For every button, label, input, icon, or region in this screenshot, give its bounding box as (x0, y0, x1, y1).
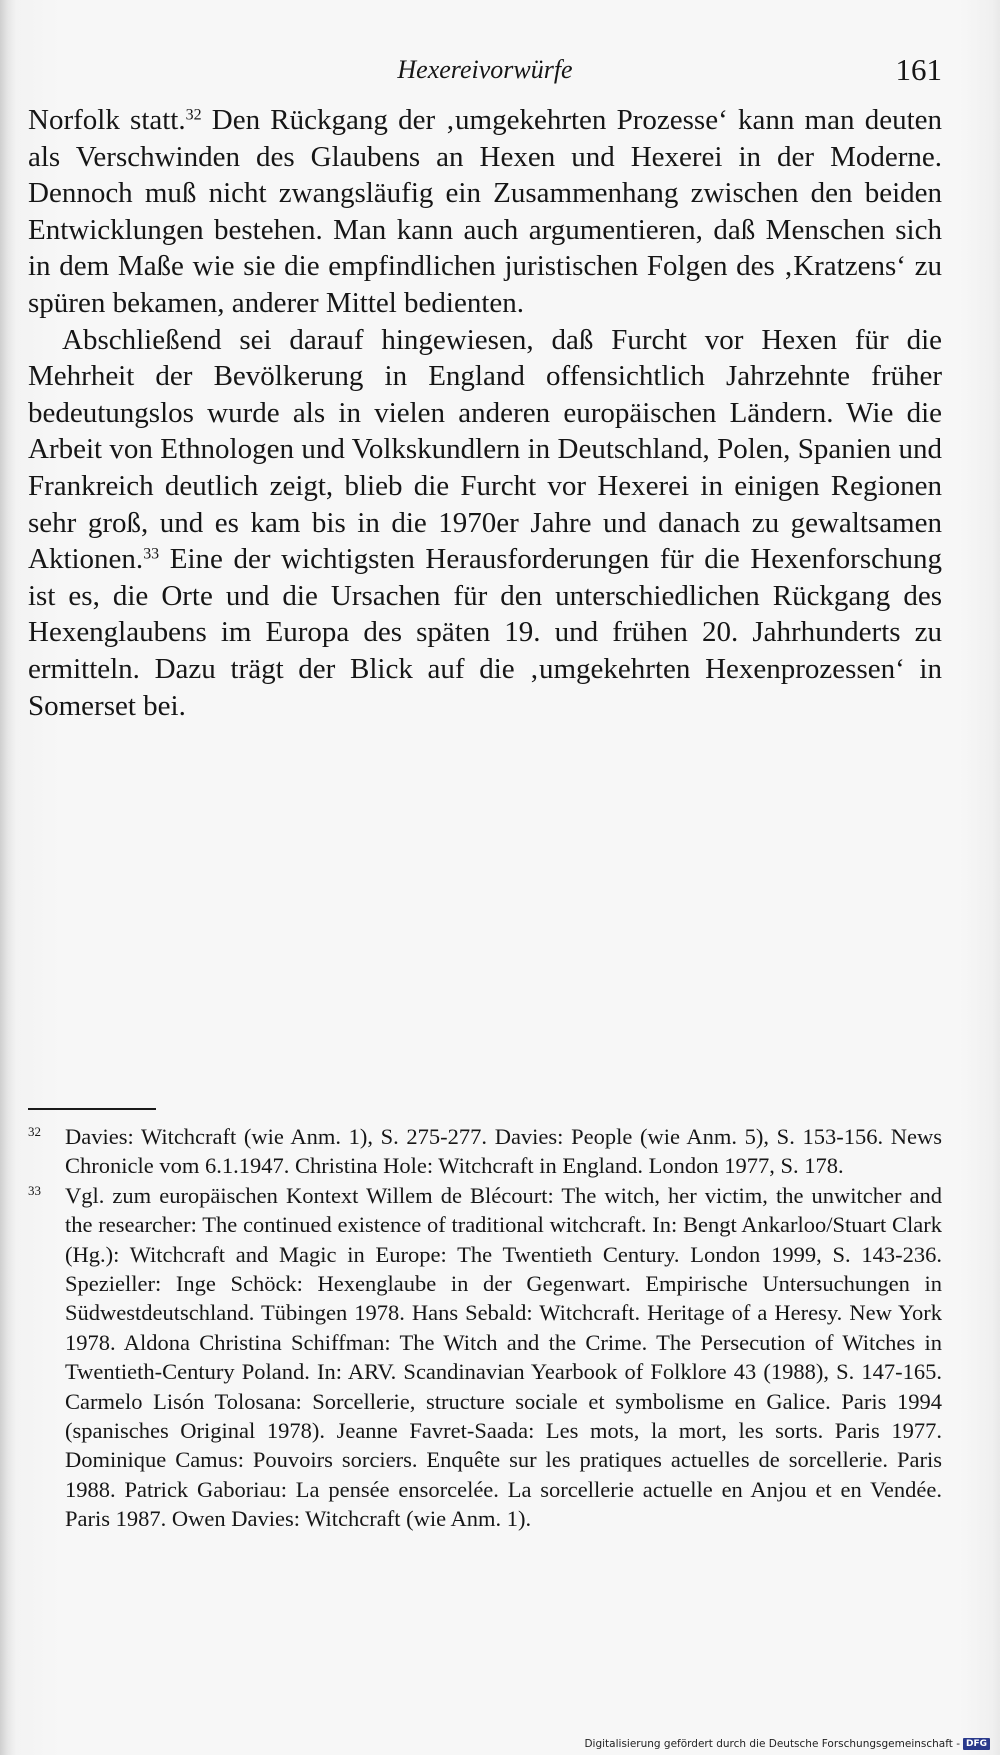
footnote-separator (28, 1108, 156, 1110)
footnote-number: 33 (28, 1182, 41, 1198)
paragraph-2-text-a: Abschließend sei darauf hingewiesen, daß Furcht vor Hexen für die Mehrheit der Bevölkerung in England offensichtlich Jahrzehnte früher bedeutungslos wurde als in vielen anderen europäischen Ländern. Wie die Arbeit von Ethnologen und Volkskundlern in Deutschland, Polen, Spanien und Frankreich deutlich zeigt, blieb die Furcht vor Hexerei in einigen Regionen sehr groß, und es kam bis in die 1970er Jahre und danach zu gewaltsamen Aktionen. (28, 323, 942, 576)
digitization-credit (584, 1737, 990, 1751)
footnote-ref-32: 32 (185, 106, 202, 124)
paragraph-2 (28, 322, 942, 725)
footnotes (28, 1122, 942, 1534)
footnote-32 (28, 1122, 942, 1181)
paragraph-2-text-b: Eine der wichtigsten Herausforderungen für die Hexenforschung ist es, die Orte und die Ursachen für den unterschiedlichen Rückgang des Hexenglaubens im Europa des späten 19. und frühen 20. Jahrhunderts zu ermitteln. Dazu trägt der Blick auf die ‚umgekehrten Hexenprozessen‘ in Somerset bei. (28, 543, 942, 722)
credit-text: Digitalisierung gefördert durch die Deutsche Forschungsgemeinschaft - (584, 1738, 960, 1750)
footnote-text: Vgl. zum europäischen Kontext Willem de Blécourt: The witch, her victim, the unwitcher and the researcher: The continued existence of traditional witchcraft. In: Bengt Ankarloo/Stuart Clark (Hg.): Witchcraft and Magic in Europe: The Twentieth Century. London 1999, S. 143-236. Spezieller: Inge Schöck: Hexenglaube in der Gegenwart. Empirische Untersuchungen in Südwestdeutschland. Tübingen 1978. Hans Sebald: Witchcraft. Heritage of a Heresy. New York 1978. Aldona Christina Schiffman: The Witch and the Crime. The Persecution of Witches in Twentieth-Century Poland. In: ARV. Scandinavian Yearbook of Folklore 43 (1988), S. 147-165. Carmelo Lisón Tolosana: Sorcellerie, structure sociale et symbolisme en Galice. Paris 1994 (spanisches Original 1978). Jeanne Favret-Saada: Les mots, la mort, les sorts. Paris 1977. Dominique Camus: Pouvoirs sorciers. Enquête sur les pratiques actuelles de sorcellerie. Paris 1988. Patrick Gaboriau: La pensée ensorcelée. La sorcellerie actuelle en Anjou et en Vendée. Paris 1987. Owen Davies: Witchcraft (wie Anm. 1). (65, 1182, 942, 1532)
footnote-text: Davies: Witchcraft (wie Anm. 1), S. 275-277. Davies: People (wie Anm. 5), S. 153-156. News Chronicle vom 6.1.1947. Christina Hole: Witchcraft in England. London 1977, S. 178. (65, 1124, 942, 1179)
page-header (28, 52, 942, 92)
body-text (28, 102, 942, 724)
paragraph-1 (28, 102, 942, 322)
footnote-number: 32 (28, 1124, 41, 1139)
paragraph-1-text-b: Den Rückgang der ‚umgekehrten Prozesse‘ kann man deuten als Verschwinden des Glaubens an Hexen und Hexerei in der Moderne. Dennoch muß nicht zwangsläufig ein Zusammenhang zwischen den beiden Entwicklungen bestehen. Man kann auch argumentieren, daß Menschen sich in dem Maße wie sie die empfindlichen juristischen Folgen des ‚Kratzens‘ zu spüren bekamen, anderer Mittel bedienten. (28, 104, 943, 319)
footnote-ref-33: 33 (143, 545, 160, 563)
dfg-logo-icon: DFG (963, 1738, 990, 1750)
paragraph-1-text-a: Norfolk statt. (28, 104, 186, 136)
page-number: 161 (895, 52, 942, 87)
running-title: Hexereivorwürfe (397, 55, 573, 84)
footnote-33 (28, 1181, 942, 1534)
